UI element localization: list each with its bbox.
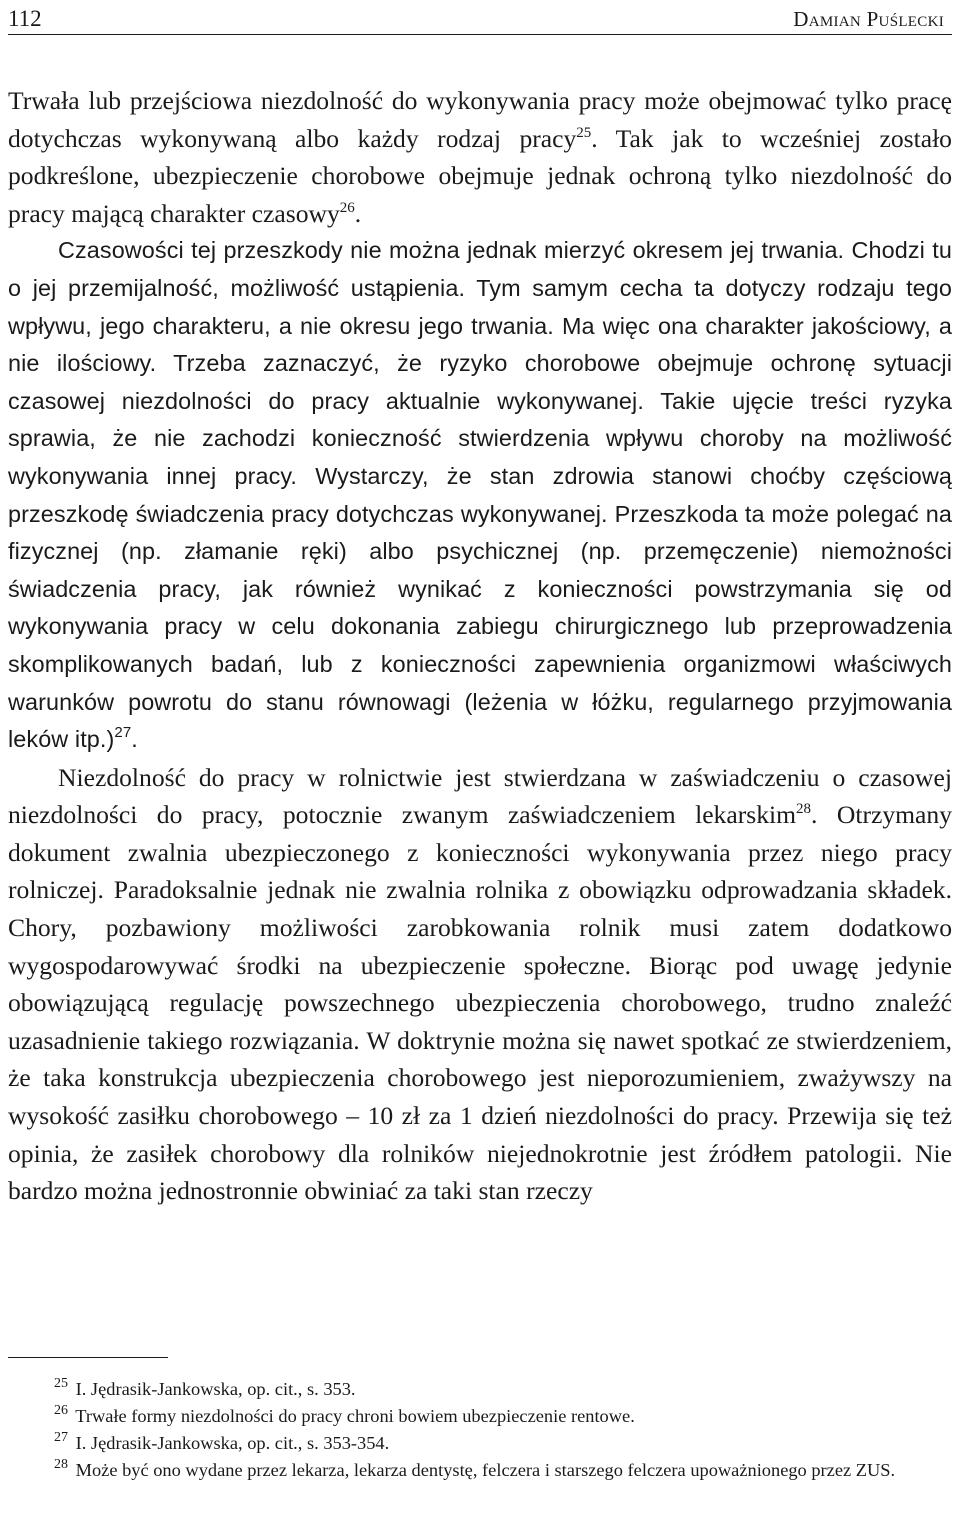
text-run: . Otrzymany dokument zwalnia ubezpieczonego z konieczności wykonywania przez niego pracy rolniczej. Paradoksalnie jednak nie zwalnia rolnika z obowiązku odprowadzania składek. Chory, pozbawiony możliwości zarobkowania rolnik musi zatem dodatkowo wygospodarowywać środki na ubezpieczenie społeczne. Biorąc pod uwagę jedynie obowiązującą regulację powszechnego ubezpieczenia chorobowego, trudno znaleźć uzasadnienie takiego rozwiązania. W doktrynie można się nawet spotkać ze stwierdzeniem, że taka konstrukcja ubezpieczenia chorobowego jest nieporozumieniem, zważywszy na wysokość zasiłku chorobowego – 10 zł za 1 dzień niezdolności do pracy. Przewija się też opinia, że zasiłek chorobowy dla rolników niejednokrotnie jest źródłem patologii. Nie bardzo można jednostronnie obwiniać za taki stan rzeczy — [8, 800, 952, 1206]
paragraph-2 — [8, 232, 952, 758]
text-run: Czasowości tej przeszkody nie można jednak mierzyć okresem jej trwania. Chodzi tu o jej przemijalność, możliwość ustąpienia. Tym samym cecha ta dotyczy rodzaju tego wpływu, jego charakteru, a nie okresu jego trwania. Ma więc ona charakter jakościowy, a nie ilościowy. Trzeba zaznaczyć, że ryzyko chorobowe obejmuje ochronę sytuacji czasowej niezdolności do pracy aktualnie wykonywanej. Takie ujęcie treści ryzyka sprawia, że nie zachodzi konieczność stwierdzenia wpływu choroby na możliwość wykonywania innej pracy. Wystarczy, że stan zdrowia stanowi choćby częściową przeszkodę świadczenia pracy dotychczas wykonywanej. Przeszkoda ta może polegać na fizycznej (np. złamanie ręki) albo psychicznej (np. przemęczenie) niemożności świadczenia pracy, jak również wynikać z konieczności powstrzymania się od wykonywania pracy w celu dokonania zabiegu chirurgicznego lub przeprowadzenia skomplikowanych badań, lub z konieczności zapewnienia organizmowi właściwych warunków powrotu do stanu równowagi (leżenia w łóżku, regularnego przyjmowania leków itp.) — [8, 237, 952, 753]
text-run: . — [131, 726, 138, 753]
footnote-reference[interactable]: 28 — [796, 801, 812, 818]
paragraph-1 — [8, 82, 952, 232]
footnote-reference[interactable]: 27 — [114, 724, 132, 742]
page-header — [8, 0, 952, 35]
text-run: Niezdolność do pracy w rolnictwie jest stwierdzana w zaświadczeniu o czasowej niezdolności do pracy, potocznie zwanym zaświadczeniem lekarskim — [8, 762, 952, 830]
footnote-mark: 28 — [54, 1457, 68, 1472]
text-run: . — [354, 198, 362, 228]
footnote-separator — [8, 1357, 168, 1358]
footnote-mark: 25 — [54, 1376, 68, 1391]
footnotes — [8, 1376, 952, 1484]
page-number: 112 — [8, 6, 42, 31]
body-text — [8, 82, 952, 1210]
footnote-28 — [8, 1457, 952, 1484]
footnote-reference[interactable]: 26 — [339, 199, 355, 216]
footnote-text: I. Jędrasik-Jankowska, op. cit., s. 353-354. — [75, 1433, 390, 1453]
paragraph-3 — [8, 759, 952, 1210]
footnote-27 — [8, 1430, 952, 1457]
footnote-text: I. Jędrasik-Jankowska, op. cit., s. 353. — [75, 1379, 356, 1399]
text-run: Trwała lub przejściowa niezdolność do wykonywania pracy może obejmować tylko pracę dotychczas wykonywaną albo każdy rodzaj pracy — [8, 86, 952, 153]
text-run: . Tak jak to wcześniej zostało podkreślone, ubezpieczenie chorobowe obejmuje jednak ochroną tylko niezdolność do pracy mającą charakter czasowy — [8, 123, 952, 228]
footnote-text: Trwałe formy niezdolności do pracy chroni bowiem ubezpieczenie rentowe. — [75, 1406, 635, 1426]
footnote-26 — [8, 1403, 952, 1430]
footnote-reference[interactable]: 25 — [576, 124, 592, 141]
footnote-text: Może być ono wydane przez lekarza, lekarza dentystę, felczera i starszego felczera upoważnionego przez ZUS. — [75, 1460, 896, 1480]
footnote-mark: 26 — [54, 1403, 68, 1418]
footnote-mark: 27 — [54, 1430, 68, 1445]
running-head: Damian Puślecki — [793, 7, 944, 31]
footnote-25 — [8, 1376, 952, 1403]
